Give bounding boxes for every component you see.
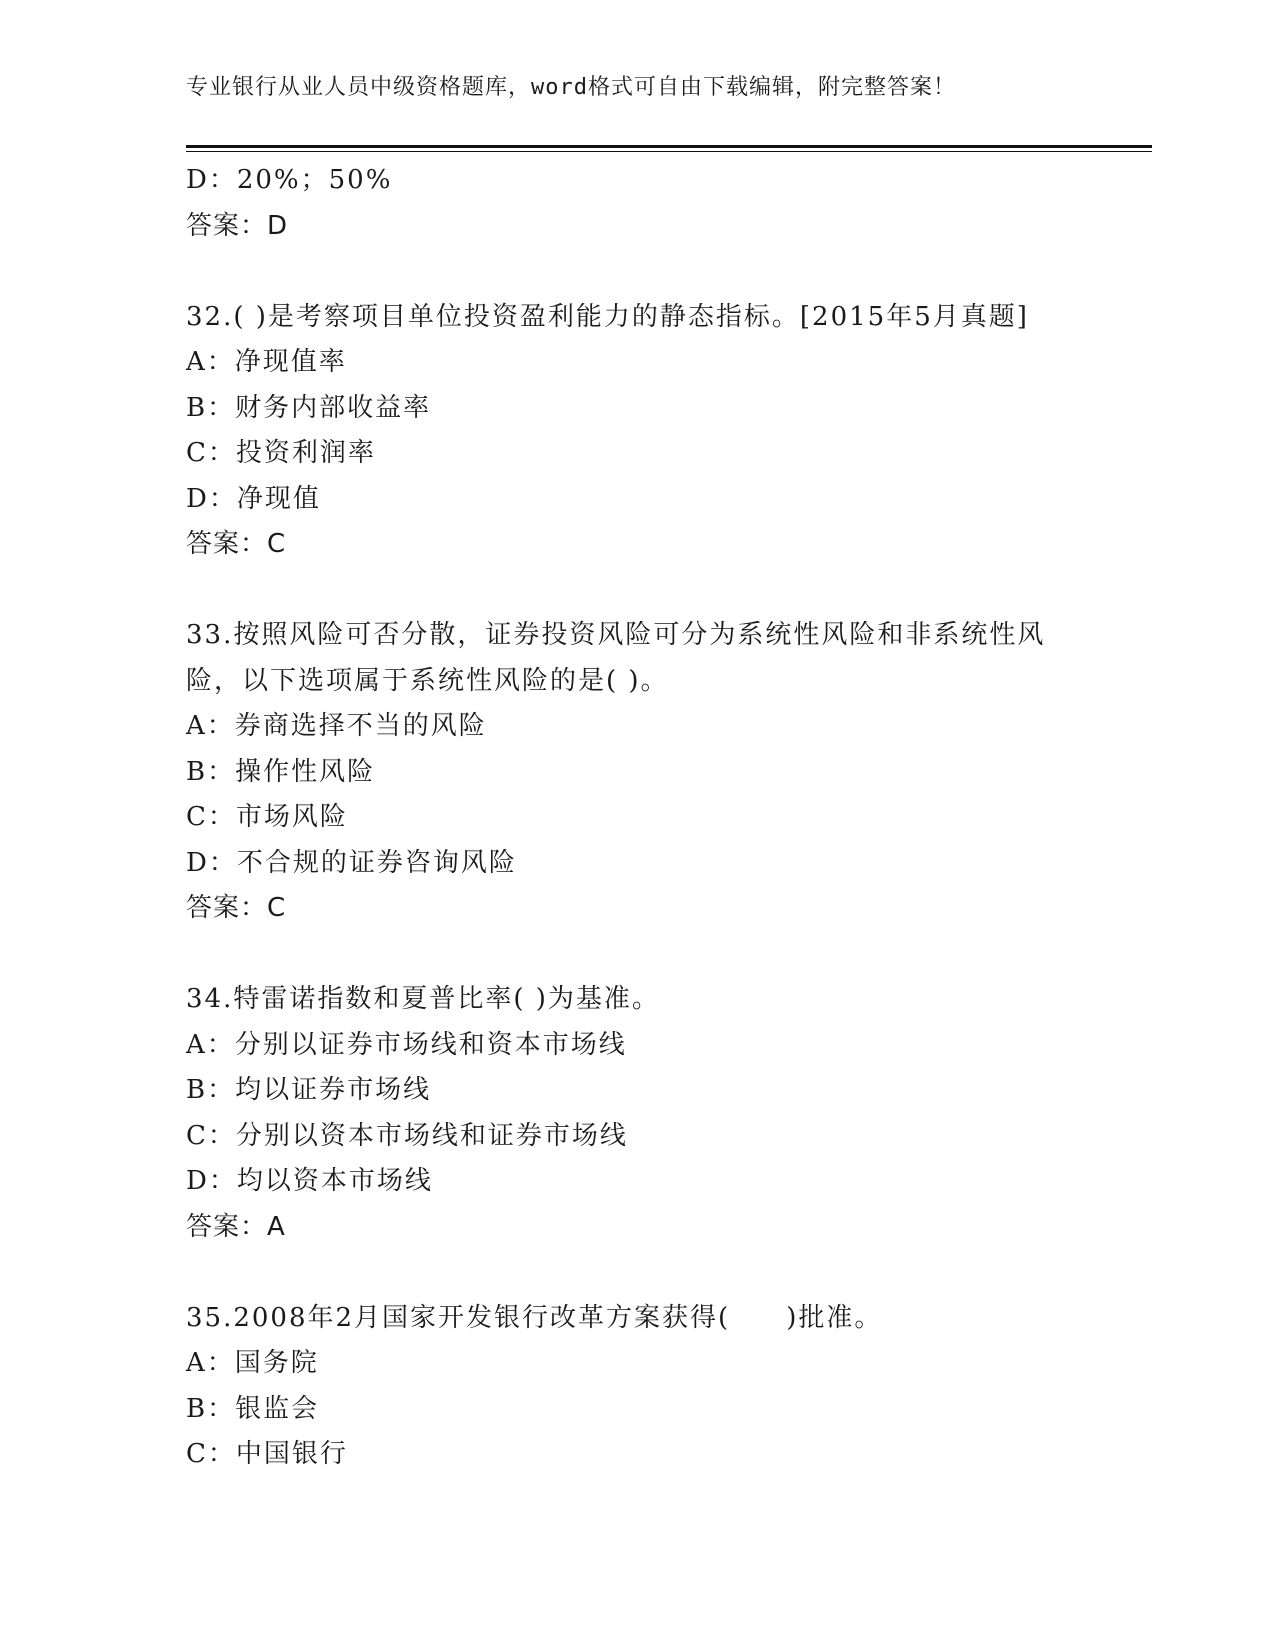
option-d: D：均以资本市场线 <box>186 1166 433 1196</box>
answer: 答案：A <box>186 1211 286 1242</box>
question-stem: 32.( )是考察项目单位投资盈利能力的静态指标。[2015年5月真题] <box>186 301 1029 332</box>
option-d: D：不合规的证券咨询风险 <box>186 847 517 878</box>
option-c: C：市场风险 <box>186 802 348 832</box>
option-a: A：券商选择不当的风险 <box>186 711 487 741</box>
spacer <box>186 249 1086 295</box>
question-stem: 35.2008年2月国家开发银行改革方案获得( )批准。 <box>186 1302 883 1333</box>
header-rule-thick <box>186 145 1152 148</box>
question-33 <box>186 613 1086 932</box>
option-c: C：分别以资本市场线和证券市场线 <box>186 1120 628 1151</box>
option-d: D：净现值 <box>186 483 321 514</box>
option-b: B：操作性风险 <box>186 756 376 787</box>
question-35 <box>186 1296 1086 1478</box>
prev-option-d: D：20%；50% <box>186 165 393 195</box>
option-a: A：国务院 <box>186 1348 319 1378</box>
option-c: C：投资利润率 <box>186 438 376 468</box>
question-stem: 34.特雷诺指数和夏普比率( )为基准。 <box>186 984 660 1014</box>
question-34 <box>186 977 1086 1250</box>
answer: 答案：C <box>186 893 287 923</box>
question-content <box>186 158 1086 1478</box>
question-stem-line-1: 33.按照风险可否分散，证券投资风险可分为系统性风险和非系统性风 <box>186 620 1046 650</box>
prev-answer: 答案：D <box>186 210 289 241</box>
answer: 答案：C <box>186 529 287 559</box>
option-c: C：中国银行 <box>186 1439 348 1469</box>
spacer <box>186 568 1086 614</box>
question-32 <box>186 295 1086 568</box>
question-stem-line-2: 险，以下选项属于系统性风险的是( )。 <box>186 665 669 696</box>
spacer <box>186 1250 1086 1296</box>
option-b: B：均以证券市场线 <box>186 1075 432 1105</box>
header-rule-thin <box>186 151 1152 152</box>
spacer <box>186 932 1086 978</box>
page-header: 专业银行从业人员中级资格题库，word格式可自由下载编辑，附完整答案！ <box>186 75 956 100</box>
option-b: B：银监会 <box>186 1393 320 1424</box>
option-a: A：净现值率 <box>186 347 347 377</box>
option-a: A：分别以证券市场线和资本市场线 <box>186 1029 627 1060</box>
option-b: B：财务内部收益率 <box>186 392 432 423</box>
